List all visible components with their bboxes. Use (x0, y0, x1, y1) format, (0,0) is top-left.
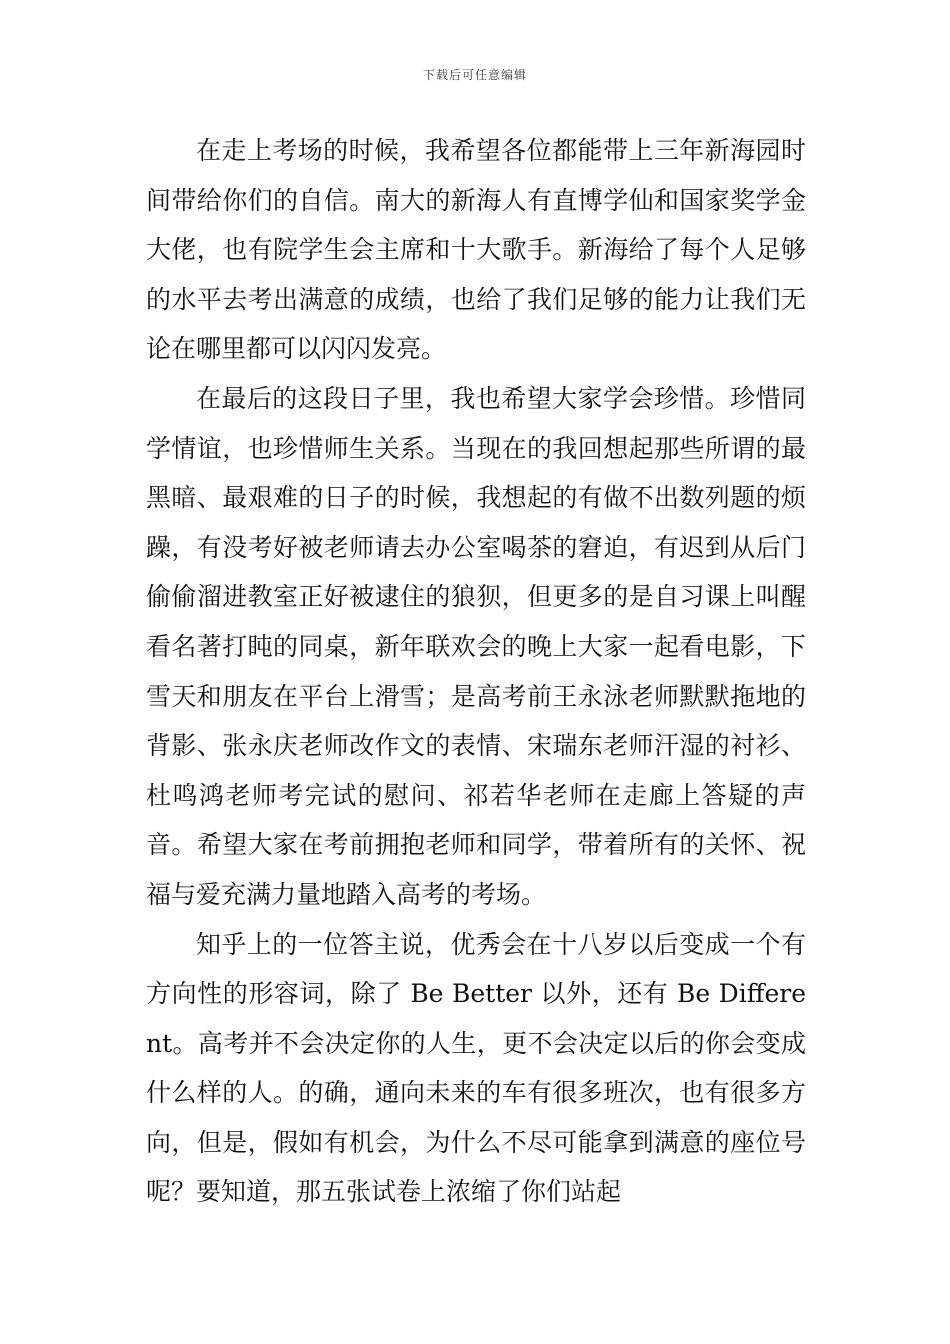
paragraph-2: 在最后的这段日子里，我也希望大家学会珍惜。珍惜同学情谊，也珍惜师生关系。当现在的我回想起那些所谓的最黑暗、最艰难的日子的时候，我想起的有做不出数列题的烦躁，有没考好被老师请去办公室喝茶的窘迫，有迟到从后门偷偷溜进教室正好被逮住的狼狈，但更多的是自习课上叫醒看名著打盹的同桌，新年联欢会的晚上大家一起看电影，下雪天和朋友在平台上滑雪；是高考前王永泳老师默默拖地的背影、张永庆老师改作文的表情、宋瑞东老师汗湿的衬衫、杜鸣鸿老师考完试的慰问、祁若华老师在走廊上答疑的声音。希望大家在考前拥抱老师和同学，带着所有的关怀、祝福与爱充满力量地踏入高考的考场。 (146, 383, 806, 909)
body-text (146, 126, 806, 1217)
paragraph-1: 在走上考场的时候，我希望各位都能带上三年新海园时间带给你们的自信。南大的新海人有直博学仙和国家奖学金大佬，也有院学生会主席和十大歌手。新海给了每个人足够的水平去考出满意的成绩，也给了我们足够的能力让我们无论在哪里都可以闪闪发亮。 (146, 136, 806, 364)
page-header: 下载后可任意编辑 (422, 68, 527, 82)
paragraph-3: 知乎上的一位答主说，优秀会在十八岁以后变成一个有方向性的形容词，除了 Be Better 以外，还有 Be Different。高考并不会决定你的人生，更不会决定以后的你会变成什么样的人。的确，通向未来的车有很多班次，也有很多方向，但是，假如有机会，为什么不尽可能拿到满意的座位号呢？要知道，那五张试卷上浓缩了你们站起 (146, 929, 806, 1207)
